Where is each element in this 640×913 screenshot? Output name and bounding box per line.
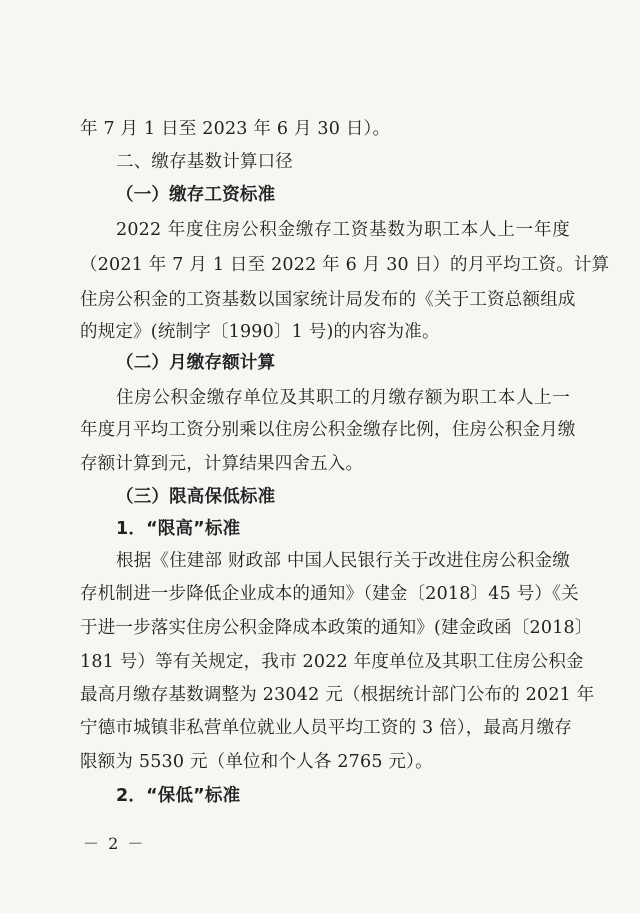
- paragraph-line: 根据《住建部 财政部 中国人民银行关于改进住房公积金缴: [116, 551, 571, 571]
- paragraph-line: 2022 年度住房公积金缴存工资基数为职工本人上一年度: [116, 220, 570, 240]
- subsection-heading-3: （三）限高保低标准: [116, 487, 276, 507]
- subsection-heading-2: （二）月缴存额计算: [116, 353, 276, 373]
- paragraph-line: 限额为 5530 元（单位和个人各 2765 元）。: [80, 752, 433, 772]
- section-heading-2: 二、缴存基数计算口径: [116, 152, 293, 172]
- paragraph-line: 存机制进一步降低企业成本的通知》（建金〔2018〕45 号）《关: [80, 584, 579, 604]
- page-number: － 2 －: [83, 834, 146, 853]
- subsection-heading-1: （一）缴存工资标准: [116, 185, 276, 205]
- paragraph-line: 宁德市城镇非私营单位就业人员平均工资的 3 倍），最高月缴存: [80, 718, 573, 738]
- paragraph-line: 存额计算到元，计算结果四舍五入。: [80, 454, 364, 474]
- item-heading-1: 1．“限高”标准: [116, 519, 241, 539]
- paragraph-line: 住房公积金缴存单位及其职工的月缴存额为职工本人上一: [116, 388, 570, 408]
- paragraph-line: 最高月缴存基数调整为 23042 元（根据统计部门公布的 2021 年: [80, 685, 595, 705]
- paragraph-line: 181 号）等有关规定，我市 2022 年度单位及其职工住房公积金: [80, 652, 584, 672]
- paragraph-line: 住房公积金的工资基数以国家统计局发布的《关于工资总额组成: [80, 290, 576, 310]
- paragraph-line: 于进一步落实住房公积金降成本政策的通知》(建金政函〔2018〕: [80, 618, 593, 638]
- paragraph-continuation: 年 7 月 1 日至 2023 年 6 月 30 日）。: [80, 119, 391, 139]
- item-heading-2: 2．“保低”标准: [116, 786, 241, 806]
- paragraph-line: 的规定》(统制字〔1990〕1 号)的内容为准。: [80, 322, 440, 342]
- paragraph-line: 年度月平均工资分别乘以住房公积金缴存比例，住房公积金月缴: [80, 420, 576, 440]
- paragraph-line: （2021 年 7 月 1 日至 2022 年 6 月 30 日）的月平均工资。计算: [80, 255, 610, 275]
